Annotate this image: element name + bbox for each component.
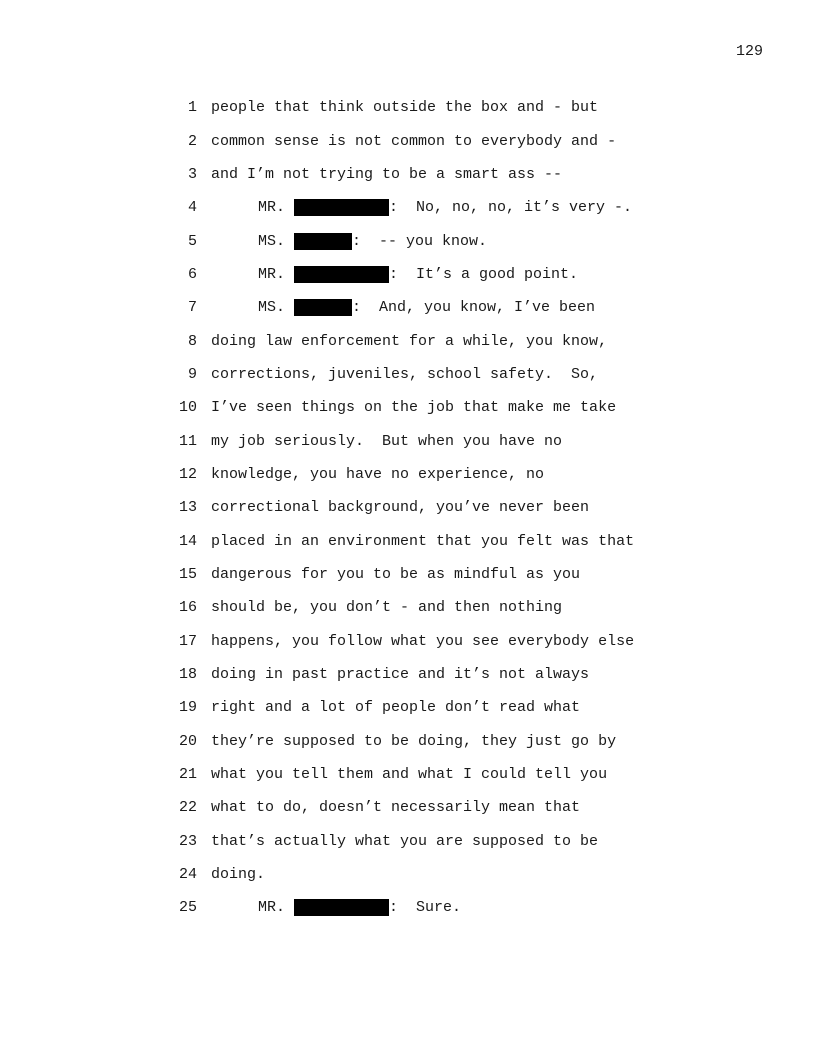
redaction-box	[294, 199, 389, 216]
line-number: 18	[178, 666, 197, 684]
transcript-line	[170, 224, 690, 257]
transcript-line	[170, 758, 690, 791]
transcript-line	[170, 458, 690, 491]
redaction-box	[294, 233, 352, 250]
transcript-line	[170, 124, 690, 157]
line-number: 7	[187, 299, 197, 317]
line-text: correctional background, you’ve never been	[211, 499, 590, 517]
line-text: I’ve seen things on the job that make me take	[211, 399, 617, 417]
line-text: : Sure.	[389, 899, 462, 917]
transcript-line	[170, 358, 690, 391]
transcript-body	[170, 91, 690, 925]
line-number: 24	[178, 866, 197, 884]
line-number: 5	[187, 232, 197, 250]
line-number: 9	[187, 365, 197, 383]
speaker-label	[211, 899, 461, 916]
redaction-box	[294, 266, 389, 283]
transcript-line	[170, 725, 690, 758]
line-text: what to do, doesn’t necessarily mean that	[211, 799, 581, 817]
speaker-title: MS.	[258, 232, 286, 250]
line-number: 20	[178, 732, 197, 750]
transcript-line	[170, 524, 690, 557]
speaker-label	[211, 199, 632, 216]
line-number: 8	[187, 332, 197, 350]
transcript-line	[170, 491, 690, 524]
transcript-line	[170, 258, 690, 291]
line-number: 23	[178, 832, 197, 850]
transcript-line	[170, 324, 690, 357]
line-text: : -- you know.	[352, 232, 488, 250]
transcript-line	[170, 858, 690, 891]
page-number: 129	[735, 43, 763, 60]
line-text: people that think outside the box and - but	[211, 99, 599, 117]
line-text: my job seriously. But when you have no	[211, 432, 563, 450]
transcript-line	[170, 625, 690, 658]
line-number: 22	[178, 799, 197, 817]
line-number: 14	[178, 532, 197, 550]
transcript-line	[170, 825, 690, 858]
redaction-box	[294, 299, 352, 316]
line-number: 15	[178, 565, 197, 583]
line-text: and I’m not trying to be a smart ass --	[211, 165, 563, 183]
transcript-line	[170, 391, 690, 424]
speaker-title: MR.	[258, 265, 286, 283]
line-text: doing in past practice and it’s not always	[211, 666, 590, 684]
transcript-line	[170, 158, 690, 191]
line-text: common sense is not common to everybody and -	[211, 132, 617, 150]
line-number: 4	[187, 199, 197, 217]
line-number: 3	[187, 165, 197, 183]
line-text: placed in an environment that you felt was that	[211, 532, 635, 550]
line-number: 16	[178, 599, 197, 617]
line-text: they’re supposed to be doing, they just go by	[211, 732, 617, 750]
transcript-line	[170, 591, 690, 624]
speaker-title: MR.	[258, 199, 286, 217]
transcript-line	[170, 191, 690, 224]
line-number: 2	[187, 132, 197, 150]
line-number: 17	[178, 632, 197, 650]
transcript-line	[170, 424, 690, 457]
speaker-title: MS.	[258, 299, 286, 317]
speaker-label	[211, 299, 595, 316]
line-number: 6	[187, 265, 197, 283]
transcript-line	[170, 558, 690, 591]
speaker-label	[211, 266, 578, 283]
line-number: 12	[178, 465, 197, 483]
line-text: corrections, juveniles, school safety. So,	[211, 365, 599, 383]
line-number: 19	[178, 699, 197, 717]
transcript-line	[170, 291, 690, 324]
line-number: 21	[178, 766, 197, 784]
transcript-line	[170, 891, 690, 924]
line-text: that’s actually what you are supposed to be	[211, 832, 599, 850]
transcript-line	[170, 91, 690, 124]
line-text: : It’s a good point.	[389, 265, 579, 283]
line-number: 25	[178, 899, 197, 917]
line-text: dangerous for you to be as mindful as you	[211, 565, 581, 583]
line-text: right and a lot of people don’t read what	[211, 699, 581, 717]
line-number: 1	[187, 99, 197, 117]
transcript-line	[170, 691, 690, 724]
line-text: : No, no, no, it’s very -.	[389, 199, 633, 217]
line-number: 11	[178, 432, 197, 450]
line-text: doing.	[211, 866, 266, 884]
redaction-box	[294, 899, 389, 916]
line-number: 10	[178, 399, 197, 417]
speaker-label	[211, 233, 487, 250]
speaker-title: MR.	[258, 899, 286, 917]
line-text: what you tell them and what I could tell you	[211, 766, 608, 784]
transcript-line	[170, 658, 690, 691]
line-number: 13	[178, 499, 197, 517]
line-text: knowledge, you have no experience, no	[211, 465, 545, 483]
transcript-line	[170, 791, 690, 824]
line-text: : And, you know, I’ve been	[352, 299, 596, 317]
line-text: happens, you follow what you see everybody else	[211, 632, 635, 650]
line-text: doing law enforcement for a while, you know,	[211, 332, 608, 350]
line-text: should be, you don’t - and then nothing	[211, 599, 563, 617]
